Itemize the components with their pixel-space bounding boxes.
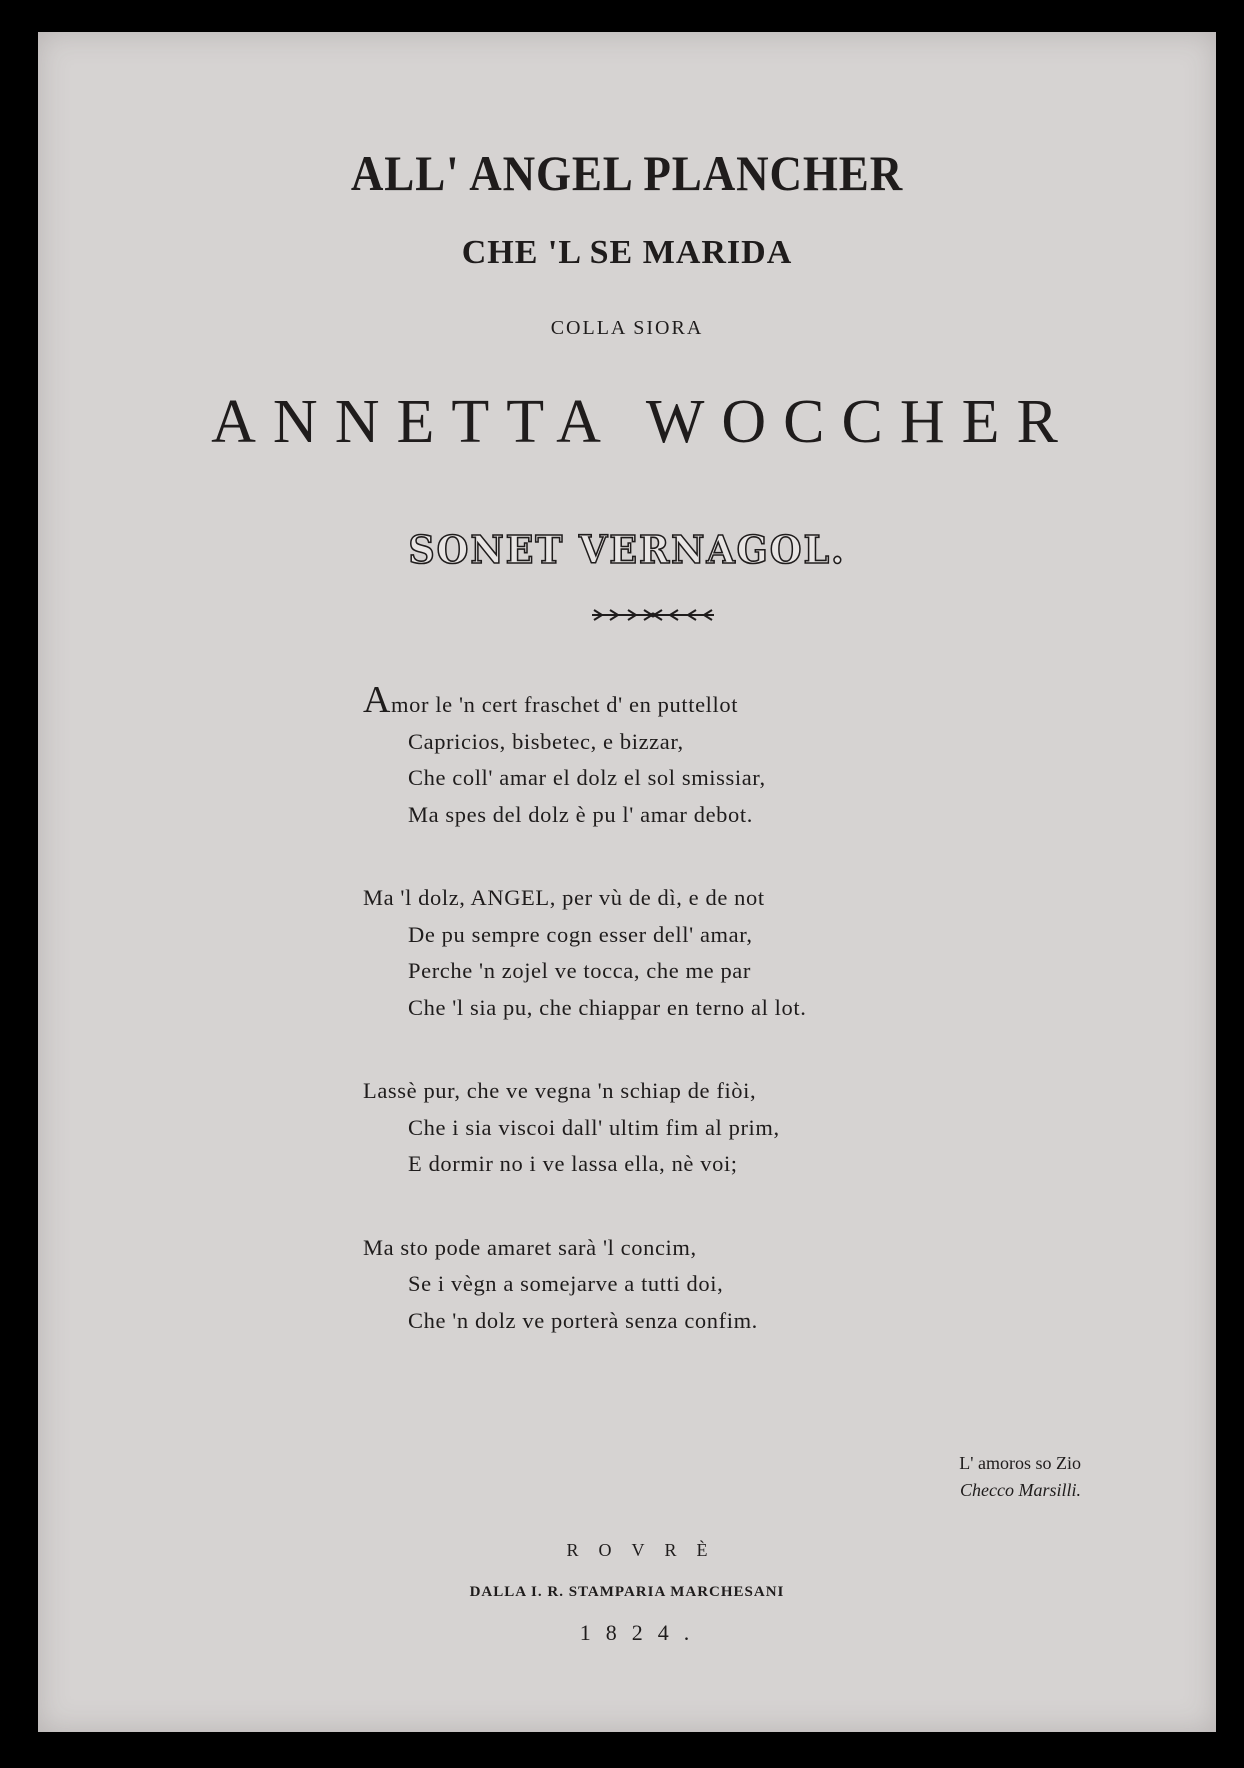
- poem-line-1-1-rest: mor le 'n cert fraschet d' en puttellot: [391, 692, 739, 717]
- poem-line-4-2: Se i vègn a somejarve a tutti doi,: [408, 1271, 724, 1296]
- signature-block: [959, 1450, 1081, 1504]
- signature-line: L' amoros so Zio: [959, 1453, 1081, 1473]
- drop-cap: A: [363, 679, 392, 721]
- imprint-printer: DALLA I. R. STAMPARIA MARCHESANI: [469, 1584, 785, 1600]
- document-page: [38, 32, 1216, 1732]
- poem-line-4-1: Ma sto pode amaret sarà 'l concim,: [363, 1234, 697, 1260]
- dedicatee-name: ANNETTA WOCCHER: [211, 388, 1075, 456]
- dedication-line: COLLA SIORA: [550, 317, 704, 339]
- sonnet-body: [363, 679, 963, 1386]
- poem-line-2-1: Ma 'l dolz, ANGEL, per vù de dì, e de not: [363, 885, 765, 910]
- stanza-4: [363, 1230, 963, 1340]
- stanza-2: [363, 880, 963, 1026]
- poem-line-1-1: [363, 679, 963, 724]
- poem-line-2-4: Che 'l sia pu, che chiappar en terno al lot.: [408, 994, 807, 1020]
- ornament-center-dot: [651, 613, 656, 618]
- imprint-year: 1824.: [579, 1620, 705, 1645]
- poem-line-1-3: Che coll' amar el dolz el sol smissiar,: [408, 765, 766, 790]
- sonnet-title: SONET VERNAGOL.: [408, 527, 846, 572]
- poem-line-3-2: Che i sia viscoi dall' ultim fim al prim,: [408, 1114, 780, 1140]
- poem-line-3-3: E dormir no i ve lassa ella, nè voi;: [408, 1151, 738, 1176]
- document-subtitle: CHE 'L SE MARIDA: [461, 234, 793, 271]
- poem-line-1-4: Ma spes del dolz è pu l' amar debot.: [408, 801, 753, 827]
- ornament-divider-icon: [588, 607, 718, 623]
- poem-line-4-3: Che 'n dolz ve porterà senza confim.: [408, 1307, 758, 1333]
- stanza-1: [363, 679, 963, 833]
- imprint-place: ROVRÈ: [566, 1540, 728, 1560]
- poem-line-3-1: Lassè pur, che ve vegna 'n schiap de fiòi,: [363, 1078, 757, 1103]
- stanza-3: [363, 1073, 963, 1183]
- poem-line-1-2: Capricios, bisbetec, e bizzar,: [408, 728, 684, 754]
- document-title: ALL' ANGEL PLANCHER: [350, 145, 904, 201]
- signature-author: Checco Marsilli.: [960, 1480, 1081, 1500]
- poem-line-2-3: Perche 'n zojel ve tocca, che me par: [408, 958, 751, 983]
- poem-line-2-2: De pu sempre cogn esser dell' amar,: [408, 921, 753, 947]
